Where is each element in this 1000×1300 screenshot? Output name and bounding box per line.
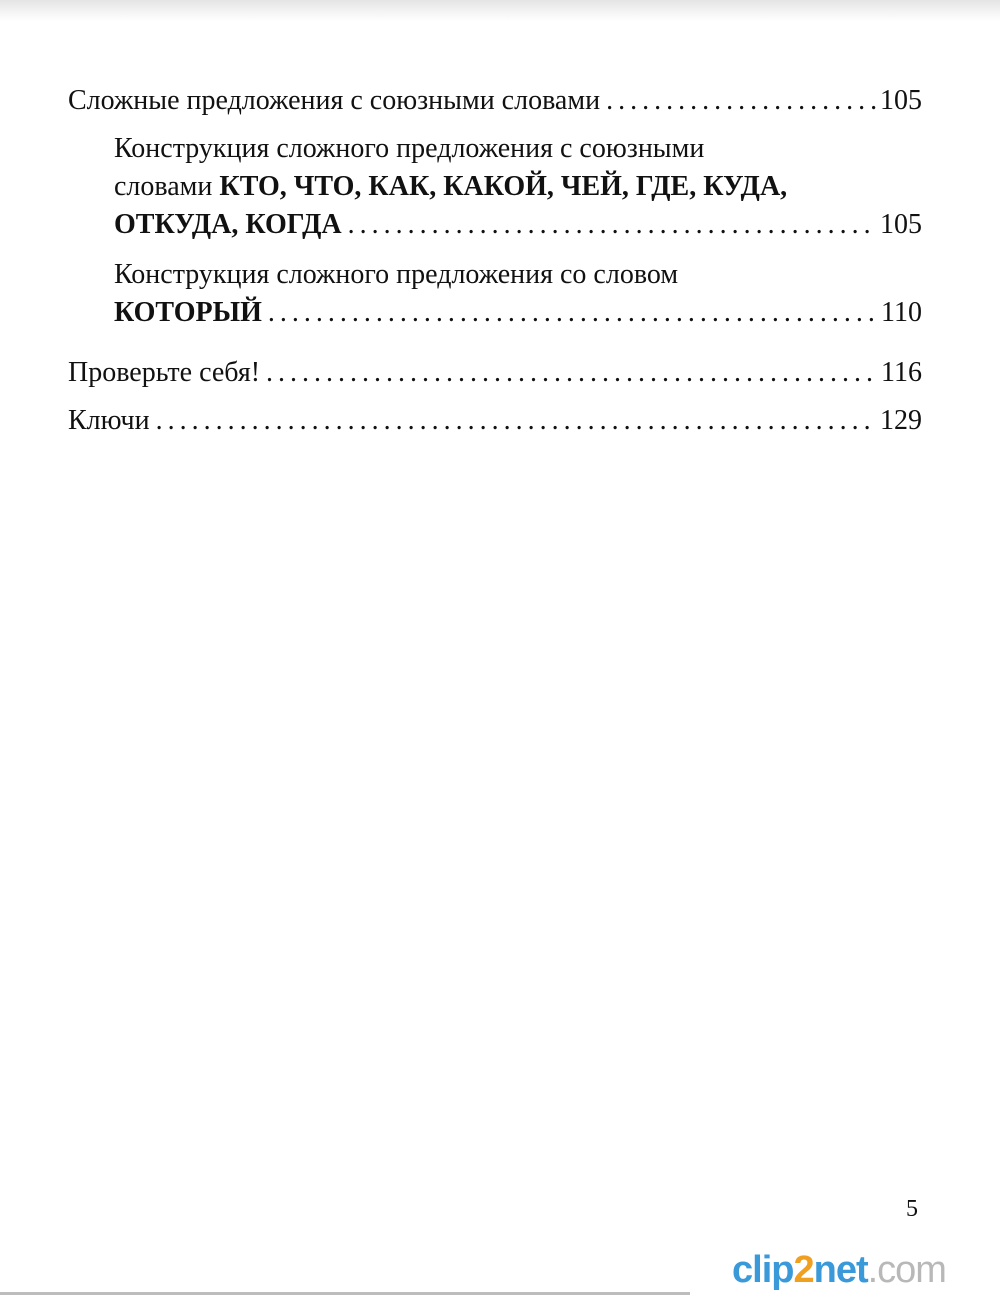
toc-entry-title: Проверьте себя! bbox=[68, 357, 261, 388]
toc-entry-check-yourself[interactable] bbox=[68, 354, 922, 392]
toc-entry-title-line bbox=[114, 168, 922, 206]
toc-entry-line bbox=[114, 206, 922, 244]
toc-page-number: 129 bbox=[880, 405, 922, 436]
dot-leader bbox=[268, 294, 877, 332]
dot-leader bbox=[606, 82, 876, 120]
table-of-contents bbox=[68, 82, 922, 440]
dot-leader bbox=[156, 402, 876, 440]
watermark-part: .com bbox=[867, 1249, 946, 1291]
toc-entry-keywords: КТО, ЧТО, КАК, КАКОЙ, ЧЕЙ, ГДЕ, КУДА, bbox=[219, 171, 788, 202]
toc-entry-line bbox=[114, 294, 922, 332]
watermark-part: clip bbox=[732, 1249, 794, 1291]
toc-entry-keywords: ОТКУДА, КОГДА bbox=[114, 209, 342, 240]
toc-entry-construction-union-words[interactable] bbox=[68, 130, 922, 244]
top-shade bbox=[0, 0, 1000, 22]
toc-page-number: 105 bbox=[880, 209, 922, 240]
toc-entry-title: Ключи bbox=[68, 405, 150, 436]
toc-entry-keywords: КОТОРЫЙ bbox=[114, 297, 262, 328]
dot-leader bbox=[266, 354, 877, 392]
toc-entry-title: Сложные предложения с союзными словами bbox=[68, 85, 601, 116]
toc-entry-line bbox=[68, 354, 922, 392]
watermark-part: net bbox=[813, 1249, 868, 1291]
watermark-part: 2 bbox=[793, 1249, 814, 1291]
toc-entry-title-line: Конструкция сложного предложения со словом bbox=[114, 259, 679, 290]
toc-page-number: 110 bbox=[881, 297, 922, 328]
dot-leader bbox=[348, 206, 876, 244]
toc-entry-line bbox=[68, 402, 922, 440]
toc-entry-title-text: словами bbox=[114, 171, 220, 202]
bottom-divider bbox=[0, 1292, 690, 1295]
toc-entry-complex-sentences[interactable] bbox=[68, 82, 922, 120]
toc-entry-construction-kotoryi[interactable] bbox=[68, 256, 922, 332]
toc-entry-line bbox=[68, 82, 922, 120]
page-number: 5 bbox=[906, 1196, 918, 1222]
toc-entry-title-line: Конструкция сложного предложения с союзными bbox=[114, 133, 705, 164]
toc-page-number: 116 bbox=[881, 357, 922, 388]
watermark-logo bbox=[732, 1247, 946, 1293]
toc-entry-keys[interactable] bbox=[68, 402, 922, 440]
toc-page-number: 105 bbox=[880, 85, 922, 116]
